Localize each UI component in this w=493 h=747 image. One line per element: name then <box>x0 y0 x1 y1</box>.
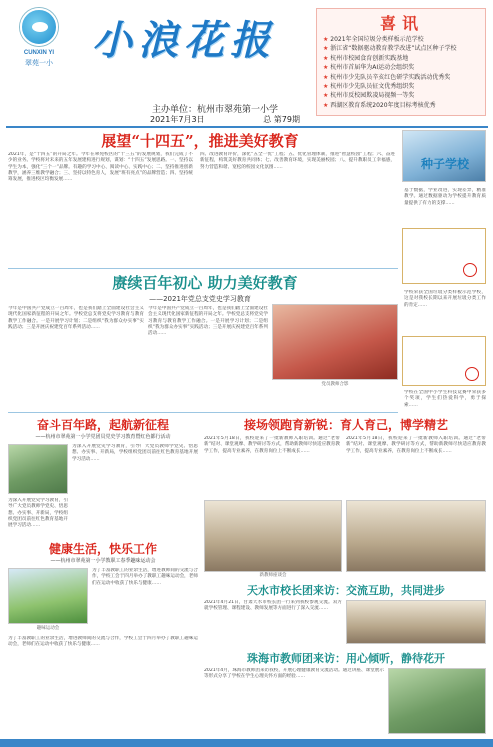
bottom-strip <box>0 739 493 747</box>
side-text-2: 学校荣获全国垃圾分类样板示范学校，这是对我校长期以来开展垃圾分类工作的肯定…… <box>404 290 486 308</box>
news-item: ★ 西湖区教育系统2020年度目标考核优秀 <box>323 101 483 110</box>
sponsor-line: 主办单位：杭州市翠苑第一小学 <box>151 104 278 114</box>
section5-text: 2021年5月18日，我校迎来了一批新教师入职培训。通过“老带新”结对、课堂观摩、教学研讨等方式，帮助新教师尽快适应教育教学工作，提高专业素养，在教育岗位上不断成长…… <box>204 436 340 454</box>
party-group-photo <box>272 304 398 380</box>
certificate-image <box>402 228 486 284</box>
news-item: ★ 浙江省“数据驱动教育教学改进”试点区种子学校 <box>323 44 483 53</box>
side-text-1: 基于数据，学业改进，实现差异，精准教学。通过数据驱动为学校提升教育质量提供了有力的支撑…… <box>404 188 486 206</box>
certificate-image-2 <box>402 336 486 386</box>
section5-text-cont: 2021年5月18日，我校迎来了一批新教师入职培训。通过“老带新”结对、课堂观摩、教学研讨等方式，帮助新教师尽快适应教育教学工作，提高专业素养，在教育岗位上不断成长…… <box>346 436 486 454</box>
section4-text-cont: 为了丰富教职工的业余生活，增进教师间的交流与合作，学校工会于四月举办了教职工趣味运动会，老师们在运动中收获了快乐与健康…… <box>8 636 198 648</box>
section2-text: 今年是中国共产党成立一百周年，也是我们踏上全面建设社会主义现代化国家新征程的开局之年。学校党总支将党史学习教育与教育教学工作融合。一是开展学习计划；二是组织“我为群众办实事”实践活动；三是开展庆祝建党百年系列活动…… <box>8 306 144 330</box>
section7-text: 2021年4月，珠海市教师团来访我校，开展心理健康教育交流活动。通过讲座、课堂展示等形式分享了学校在学生心理关怀方面的经验…… <box>204 668 384 680</box>
section6-headline: 天水市校长团来访：交流互助，共同进步 <box>247 584 445 597</box>
issue-number: 总 第79期 <box>263 115 300 124</box>
issue-date: 2021年7月3日 <box>150 115 205 124</box>
section3-text: 为深入开展党史学习教育，引导广大党员教师学党史、悟思想、办实事、开新局，学校组织党团员前往红色教育基地开展学习活动…… <box>72 444 198 462</box>
photo-caption: 趣味运动会 <box>36 626 60 631</box>
school-logo <box>8 6 70 86</box>
section4-subhead: ——杭州市翠苑第一小学教职工春季趣味运动会 <box>50 558 156 564</box>
section4-text: 为了丰富教职工的业余生活，增进教师间的交流与合作，学校工会于四月举办了教职工趣味运动会，老师们在运动中收获了快乐与健康…… <box>92 568 198 586</box>
visitor-group-photo <box>388 668 486 734</box>
section3-headline: 奋斗百年路，起航新征程 <box>36 418 169 432</box>
section7-headline: 珠海市教师团来访：用心倾听，静待花开 <box>247 652 445 665</box>
logo-chinese: 翠苑一小 <box>25 60 53 67</box>
training-photo <box>346 500 486 572</box>
new-teacher-photo <box>204 500 342 572</box>
news-item: ★ 杭州市反校园欺凌局视频一等奖 <box>323 91 483 100</box>
logo-english: CUNXIN YI <box>23 50 55 56</box>
good-news-title: 喜讯 <box>379 14 424 33</box>
section3-subhead: ——杭州市翠苑第一小学党团员党史学习教育暨红色都行活动 <box>35 434 171 440</box>
section2-text-cont: 今年是中国共产党成立一百周年，也是我们踏上全面建设社会主义现代化国家新征程的开局之年。学校党总支将党史学习教育与教育教学工作融合。一是开展学习计划；二是组织“我为群众办实事”实践活动；三是开展庆祝建党百年系列活动…… <box>148 306 268 337</box>
section2-headline: 赓续百年初心 助力美好教育 <box>112 274 298 292</box>
news-item: ★ 杭州市校园食育创新实践基地 <box>323 54 483 63</box>
seed-school-title: 种子学校 <box>420 157 469 171</box>
good-news-box <box>316 8 486 116</box>
news-item: ★ 杭州市少先队员辛亥红色研学实践活动优秀奖 <box>323 73 483 82</box>
mascot-icon <box>20 8 58 46</box>
section2-subhead: ——2021年党总支党史学习教育 <box>149 295 251 303</box>
photo-caption: 党员教师合影 <box>321 382 349 387</box>
section3-text-cont: 为深入开展党史学习教育，引导广大党员教师学党史、悟思想、办实事、开新局，学校组织党团员前往红色教育基地开展学习活动…… <box>8 498 68 529</box>
news-item: ★ 杭州市首届华为AI运动会组织奖 <box>323 63 483 72</box>
seal-icon <box>463 263 477 277</box>
section4-headline: 健康生活，快乐工作 <box>48 542 157 556</box>
photo-caption: 新教师座谈会 <box>259 573 287 578</box>
red-tour-photo <box>8 444 68 494</box>
seal-icon <box>465 367 479 381</box>
good-news-list <box>323 35 483 110</box>
divider <box>8 412 398 413</box>
section1-left-text: 2021年，是“十四五”的开局之年。今年在翠苑校区的“十三五”的发展规划，我们完成了不少的业务。学校将对未来的五年发展建构进行规划，谋划：“十四五”发展思路。一、坚持以学生为本，强化“三个一”品牌。有趣的学习中心、阅读中心、实践中心；二、坚持推进创新教学，涵养三维教学融合；三、坚持以特色育人，发展“班有亮点”的品牌营造；四、坚持统筹发展，推进校区均衡发展…… <box>8 152 193 183</box>
section5-headline: 接场领跑育新锐：育人育己，博学精艺 <box>243 418 448 432</box>
sports-meet-photo <box>8 568 88 624</box>
section6-text: 2021年4月21日，甘肃天水市校长团一行来到我校参观交流。双方就学校管理、课程建设、教师发展等方面进行了深入交流…… <box>204 600 342 612</box>
side-text-3: 学校在全国中小学生科技竞赛中荣获多个奖项，学生们热爱科学，勇于探索…… <box>404 390 486 408</box>
newspaper-title: 小浪花报 <box>92 17 276 64</box>
masthead <box>0 0 493 124</box>
news-item: ★ 杭州市少先队员征文优秀组织奖 <box>323 82 483 91</box>
section1-right-text: 四、改进教育评价，深化“五全一优”工程；五、优化管理体制，推进“智慧校园”工程；六、奋进新征程，构筑美好教育共同体；七、改善教育环境，实现美丽校园；八、提升教职员工幸福感，努力营造和谐、宽松的校园文化氛围…… <box>200 152 395 170</box>
news-item: ★ 2021年全国垃圾分类样板示范学校 <box>323 35 483 44</box>
visit-photo <box>346 600 486 644</box>
section1-headline: 展望“十四五”，推进美好教育 <box>101 132 299 150</box>
issue-line <box>150 114 300 125</box>
masthead-rule <box>6 126 488 128</box>
divider <box>8 268 398 269</box>
